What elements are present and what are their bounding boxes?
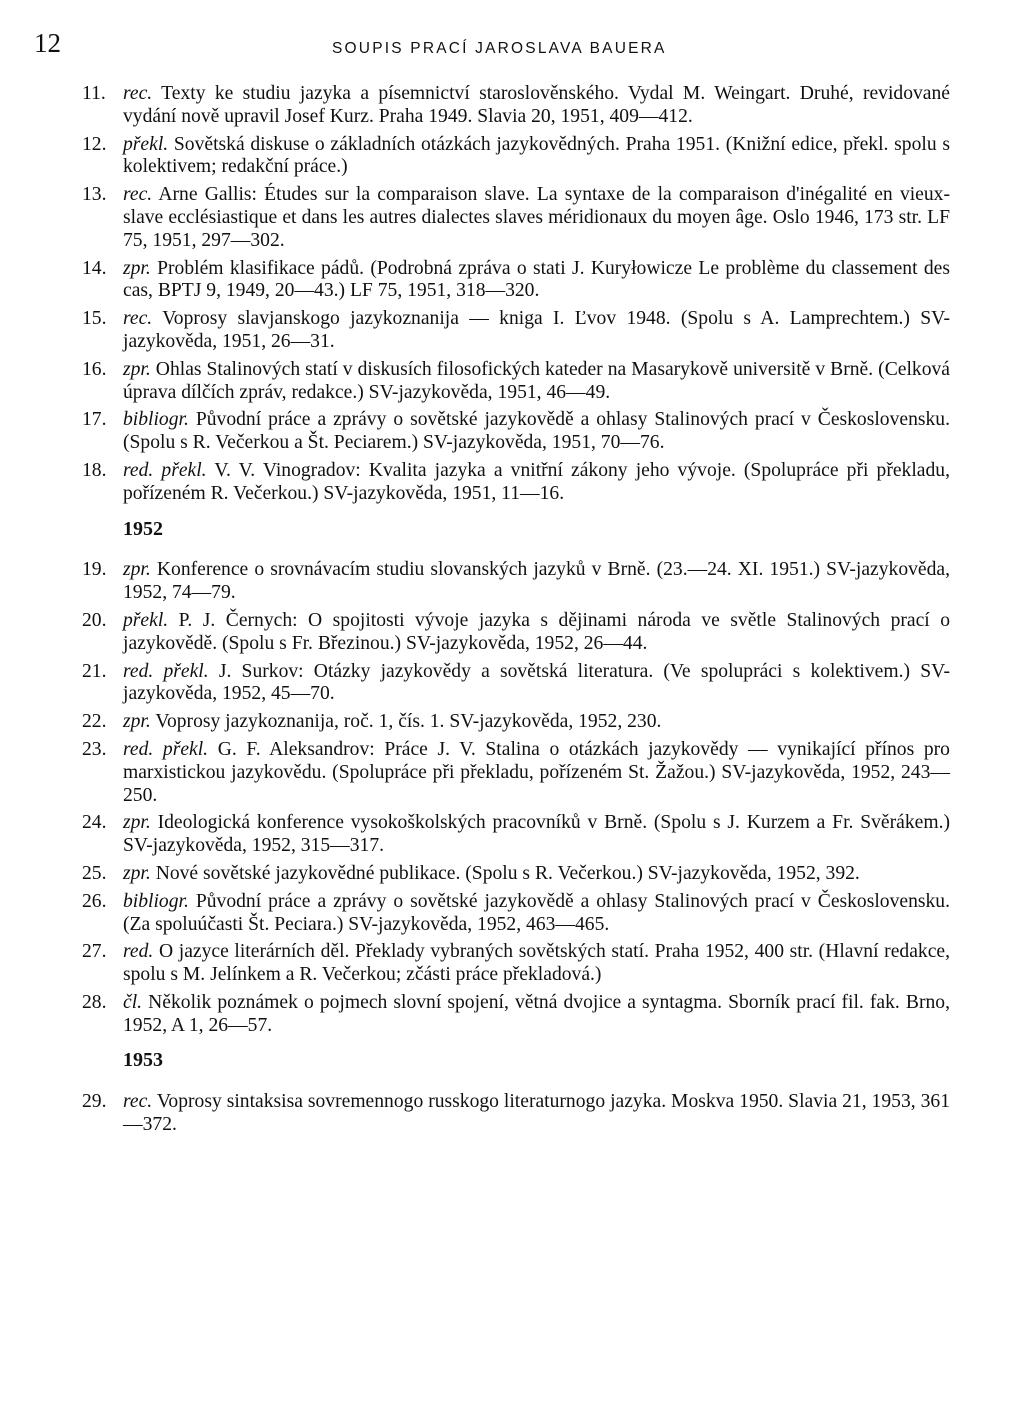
page-number: 12 [34,28,61,58]
bibliography-entry [82,258,950,304]
entry-type: zpr. [123,862,151,884]
entry-type: rec. [123,1091,153,1113]
year-heading: 1952 [123,517,163,540]
bibliography-entry [82,610,950,656]
entry-number: 24. [82,812,107,834]
entry-type: zpr. [123,358,151,380]
entry-type: bibliogr. [123,890,189,912]
entry-number: 21. [82,660,107,682]
entry-text: J. Surkov: Otázky jazykovědy a sovětská literatura. (Ve spolupráci s kolektivem.) SV-jazykověda, 1952, 45—70. [123,660,950,705]
entry-number: 26. [82,890,107,912]
bibliography-entry [82,812,950,858]
entry-number: 15. [82,308,107,330]
entry-number: 19. [82,559,107,581]
entry-type: red. [123,941,154,963]
entry-text: Ohlas Stalinových statí v diskusích filosofických kateder na Masarykově universitě v Brně. (Celková úprava dílčích zpráv, redakce.) SV-jazykověda, 1951, 46—49. [123,358,950,403]
entry-type: zpr. [123,257,151,279]
entry-type: red. překl. [123,459,207,481]
entry-type: bibliogr. [123,409,189,431]
entry-text: Arne Gallis: Études sur la comparaison slave. La syntaxe de la comparaison d'inégalité en vieux-slave ecclésiastique et dans les autres dialectes slaves méridionaux du moyen âge. Oslo 1946, 173 str. LF 75, 1951, 297—302. [123,184,950,251]
bibliography-entry [82,559,950,605]
entry-type: překl. [123,609,169,631]
entry-text: Texty ke studiu jazyka a písemnictví staroslověnského. Vydal M. Weingart. Druhé, revidované vydání nově upravil Josef Kurz. Praha 1949. Slavia 20, 1951, 409—412. [123,83,950,127]
bibliography-entry [82,739,950,807]
entry-text: Voprosy slavjanskogo jazykoznanija — kniga I. Ľvov 1948. (Spolu s A. Lamprechtem.) SV-jazykověda, 1951, 26—31. [123,308,950,352]
entry-number: 25. [82,862,107,884]
entry-text: Původní práce a zprávy o sovětské jazykovědě a ohlasy Stalinových prací v Československu. (Za spoluúčasti Št. Peciara.) SV-jazykověda, 1952, 463—465. [123,890,951,935]
entry-number: 28. [82,991,107,1013]
entry-type: rec. [123,184,153,206]
entry-type: zpr. [123,711,151,733]
entry-text: Ideologická konference vysokoškolských pracovníků v Brně. (Spolu s J. Kurzem a Fr. Svěrákem.) SV-jazykověda, 1952, 315—317. [123,812,951,857]
entry-number: 22. [82,711,107,733]
entry-number: 17. [82,409,107,431]
bibliography-entry [82,308,950,354]
bibliography-entry [82,134,950,180]
bibliography-entry [82,184,950,252]
bibliography-entry [82,992,950,1038]
bibliography-entry [82,941,950,987]
running-head: SOUPIS PRACÍ JAROSLAVA BAUERA [332,40,667,57]
entry-text: V. V. Vinogradov: Kvalita jazyka a vnitřní zákony jeho vývoje. (Spolupráce při překladu, pořízeném R. Večerkou.) SV-jazykověda, 1951, 11—16. [123,459,950,504]
entry-number: 16. [82,358,107,380]
bibliography-entry [82,1091,950,1137]
bibliography-entry [82,409,950,455]
entry-number: 20. [82,609,107,631]
entry-text: Voprosy sintaksisa sovremennogo russkogo literaturnogo jazyka. Moskva 1950. Slavia 21, 1953, 361—372. [123,1091,950,1136]
bibliography-entry [82,863,950,886]
entry-type: překl. [123,133,169,155]
entry-text: P. J. Černych: O spojitosti vývoje jazyka s dějinami národa ve světle Stalinových prací o jazykovědě. (Spolu s Fr. Březinou.) SV-jazykověda, 1952, 26—44. [123,609,950,654]
entry-type: zpr. [123,812,151,834]
entry-text: Původní práce a zprávy o sovětské jazykovědě a ohlasy Stalinových prací v Československu. (Spolu s R. Večerkou a Št. Peciarem.) SV-jazykověda, 1951, 70—76. [123,409,951,454]
entry-number: 14. [82,257,107,279]
entry-type: rec. [123,83,153,104]
entry-number: 11. [82,83,106,104]
bibliography-entry [82,661,950,707]
entry-text: Sovětská diskuse o základních otázkách jazykovědných. Praha 1951. (Knižní edice, překl. spolu s kolektivem; redakční práce.) [123,133,950,178]
entry-number: 27. [82,941,107,963]
year-heading: 1953 [123,1049,163,1072]
bibliography-list [82,83,950,1142]
entry-number: 12. [82,133,107,155]
entry-number: 23. [82,738,107,760]
bibliography-entry [82,83,950,129]
entry-number: 13. [82,184,107,206]
entry-text: Problém klasifikace pádů. (Podrobná zpráva o stati J. Kuryłowicze Le problème du classement des cas, BPTJ 9, 1949, 20—43.) LF 75, 1951, 318—320. [123,257,950,302]
entry-text: G. F. Aleksandrov: Práce J. V. Stalina o otázkách jazykovědy — vynikající přínos pro marxistickou jazykovědu. (Spolupráce při překladu, pořízeném St. Žažou.) SV-jazykověda, 1952, 243—250. [123,738,950,806]
entry-text: Konference o srovnávacím studiu slovanských jazyků v Brně. (23.—24. XI. 1951.) SV-jazykověda, 1952, 74—79. [123,559,951,604]
entry-type: rec. [123,308,153,330]
bibliography-entry [82,711,950,734]
entry-text: Několik poznámek o pojmech slovní spojení, větná dvojice a syntagma. Sborník prací fil. fak. Brno, 1952, A 1, 26—57. [123,991,950,1036]
bibliography-entry [82,891,950,937]
entry-type: red. překl. [123,660,209,682]
bibliography-entry [82,359,950,405]
entry-number: 29. [82,1091,107,1113]
entry-text: O jazyce literárních děl. Překlady vybraných sovětských statí. Praha 1952, 400 str. (Hlavní redakce, spolu s M. Jelínkem a R. Večerkou; zčásti práce překladová.) [123,941,950,986]
bibliography-entry [82,460,950,506]
entry-number: 18. [82,459,107,481]
entry-type: red. překl. [123,738,209,760]
entry-type: čl. [123,991,143,1013]
entry-text: Voprosy jazykoznanija, roč. 1, čís. 1. SV-jazykověda, 1952, 230. [155,711,662,733]
entry-type: zpr. [123,559,151,581]
entry-text: Nové sovětské jazykovědné publikace. (Spolu s R. Večerkou.) SV-jazykověda, 1952, 392. [155,862,860,884]
